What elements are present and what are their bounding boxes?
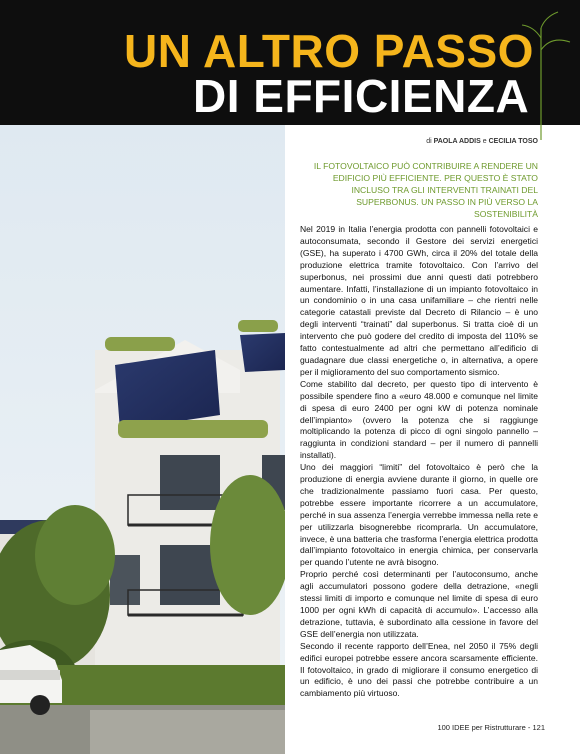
- page-footer: [420, 723, 545, 732]
- title-line-2: DI EFFICIENZA: [193, 70, 530, 122]
- building-photo: [0, 125, 285, 754]
- byline-conjunction: e: [482, 138, 487, 145]
- page-number: 121: [532, 723, 545, 732]
- lead-paragraph: IL FOTOVOLTAICO PUÒ CONTRIBUIRE A RENDERE UN EDIFICIO PIÙ EFFICIENTE. PER QUESTO È STATO INCLUSO TRA GLI INTERVENTI TRAINATI DEL SUPERBONUS. UN PASSO IN PIÙ VERSO LA SOSTENIBILITÀ: [313, 161, 538, 219]
- sprout-decoration-icon: [518, 10, 578, 140]
- header-banner: [0, 0, 580, 125]
- body-paragraph: Secondo il recente rapporto dell’Enea, nel 2050 il 75% degli edifici europei potrebbe essere ancora scarsamente efficiente. Il fotovoltaico, in grado di migliorare il consumo energetico di un edificio, è uno dei passi che potrebbe contribuire a un cambiamento più virtuoso.: [300, 640, 538, 699]
- author-name: PAOLA ADDIS: [433, 138, 481, 145]
- byline: [300, 138, 538, 145]
- body-paragraph: Uno dei maggiori “limiti” del fotovoltaico è però che la produzione di energia avviene durante il giorno, in quelle ore che tradizionalmente passiamo fuori casa. Per questo, potrebbe essere importante ricorrere a un accumulatore, perché in sua assenza l’energia verrebbe immessa nella rete e per utilizzarla bisognerebbe ricomprarla. Un accumulatore, invece, è una batteria che trasforma l’energia elettrica prodotta dall’impianto fotovoltaico in energia chimica, per conservarla per quando l’utente ne avrà bisogno.: [300, 462, 538, 568]
- title-line-1: UN ALTRO PASSO: [124, 25, 534, 77]
- body-paragraph: Nel 2019 in Italia l’energia prodotta con pannelli fotovoltaici e autoconsumata, secondo il Gestore dei servizi energetici (GSE), ha superato i 4700 GWh, circa il 20% del totale della produzione elettrica tramite fotovoltaico. Con l’arrivo del superbonus, nei prossimi due anni questi dati potrebbero aumentare. Infatti, l’installazione di un impianto fotovoltaico in un condominio o in una casa unifamiliare – che rientri nelle categorie catastali previste dal Decreto di Rilancio – è uno degli interventi “trainati” dal superbonus. Si tratta cioè di un intervento che può godere del credito di imposta del 110% se fatto contestualmente ad altri che permettano all’edificio di guadagnare due classi energetiche o, in alternativa, a opere per il miglioramento del suo comportamento sismico.: [300, 224, 538, 377]
- byline-prefix: di: [426, 138, 432, 145]
- body-paragraph: Proprio perché così determinanti per l’autoconsumo, anche agli accumulatori possono godere della detrazione, «negli stessi limiti di importo e comunque nel limite di spesa di euro 1000 per ogni kWh di capacità di accumulo». L’accesso alla detrazione, tuttavia, è subordinato alla cessione in favore del GSE dell’energia non utilizzata.: [300, 569, 538, 639]
- body-paragraph: Come stabilito dal decreto, per questo tipo di intervento è possibile spendere fino a «euro 48.000 e comunque nel limite di spesa di euro 2400 per ogni kW di potenza nominale dell’impianto» (ovvero la potenza che si raggiunge moltiplicando la potenza di picco di ogni singolo pannello – raggiunta in condizioni standard – per il numero di pannelli installati).: [300, 378, 538, 461]
- footer-separator: -: [525, 723, 533, 732]
- magazine-name: 100 IDEE per Ristrutturare: [437, 723, 526, 732]
- author-name: CECILIA TOSO: [488, 138, 538, 145]
- article-body: [300, 224, 538, 700]
